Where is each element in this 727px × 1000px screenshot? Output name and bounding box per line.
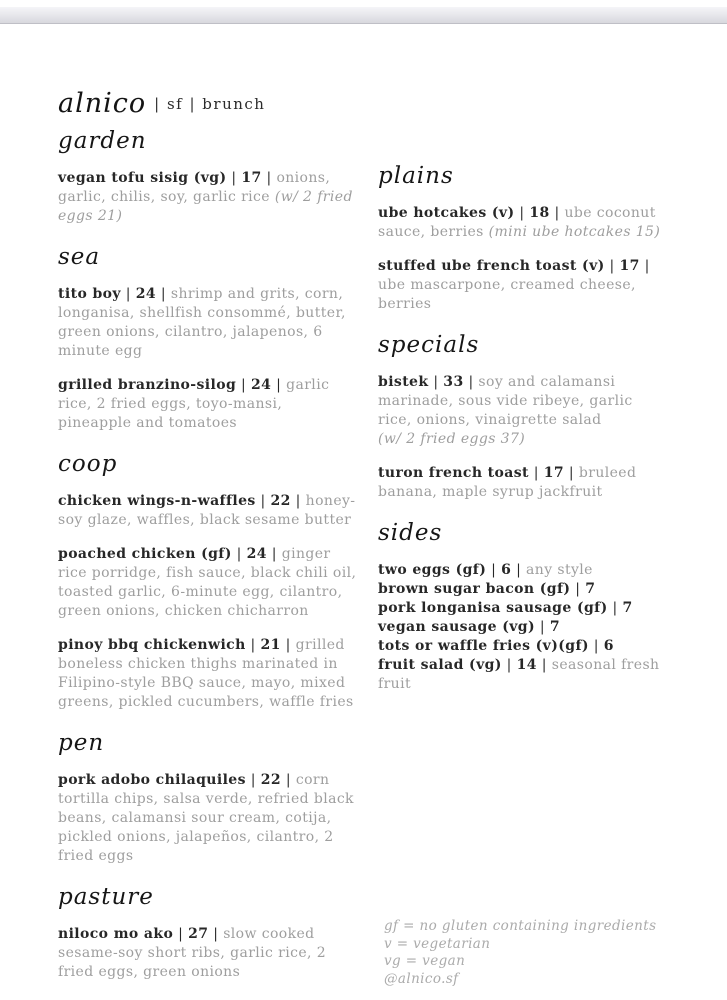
item-price: 7 xyxy=(549,619,560,635)
item-price: 21 xyxy=(260,637,281,653)
item-name: poached chicken (gf) xyxy=(58,546,232,562)
item-name: fruit salad (vg) xyxy=(378,657,502,673)
legend-line-v: v = vegetarian xyxy=(384,935,491,952)
menu-item xyxy=(378,204,670,242)
item-price: 17 xyxy=(543,465,565,481)
item-name: tito boy xyxy=(58,286,121,302)
item-price: 22 xyxy=(260,772,282,788)
menu-item xyxy=(378,637,670,656)
item-desc: grilled boneless chicken thighs marinated in Filipino-style BBQ sauce, mayo, mixed greens, pickled cucumbers, waffle fries xyxy=(58,637,354,710)
item-desc: shrimp and grits, corn, longanisa, shellfish consommé, butter, green onions, cilantro, jalapenos, 6 minute egg xyxy=(58,286,346,359)
pipe-separator: | xyxy=(266,546,282,562)
section-header-sea: sea xyxy=(58,244,101,270)
item-name: niloco mo ako xyxy=(58,926,174,942)
item-price: 6 xyxy=(603,638,614,654)
menu-item xyxy=(58,636,358,712)
item-desc: onions, garlic, chilis, soy, garlic rice xyxy=(58,170,331,205)
item-desc: soy and calamansi marinade, sous vide ribeye, garlic rice, onions, vinaigrette salad xyxy=(378,374,633,428)
item-desc: garlic rice, 2 fried eggs, toyo-mansi, pineapple and tomatoes xyxy=(58,377,330,431)
pipe-separator: | xyxy=(428,374,444,390)
pipe-separator: | xyxy=(511,562,527,578)
section-items-sides xyxy=(378,561,670,694)
menu-item xyxy=(58,771,358,866)
pipe-separator: | xyxy=(173,926,189,942)
pipe-separator: | xyxy=(236,377,251,393)
pipe-separator: | xyxy=(156,286,171,302)
menu-item xyxy=(378,599,670,618)
pipe-separator: | xyxy=(255,493,271,509)
pipe-separator: | xyxy=(528,465,544,481)
pipe-separator: | xyxy=(570,581,586,597)
menu-item xyxy=(378,618,670,637)
item-price: 27 xyxy=(188,926,209,942)
legend-line-handle: @alnico.sf xyxy=(384,970,459,987)
item-price: 24 xyxy=(246,546,267,562)
pipe-separator: | xyxy=(271,377,287,393)
menu-subtitle: | sf | brunch xyxy=(154,95,266,113)
item-name: two eggs (gf) xyxy=(378,562,487,578)
menu-item xyxy=(58,169,358,226)
legend xyxy=(384,918,656,988)
menu-item xyxy=(378,656,670,694)
section-items-pasture xyxy=(58,925,358,982)
menu-item xyxy=(378,580,670,599)
section-header-plains: plains xyxy=(378,163,454,189)
pipe-separator: | xyxy=(486,562,502,578)
pipe-separator: | xyxy=(607,600,623,616)
item-price: 17 xyxy=(241,170,262,186)
item-desc: any style xyxy=(526,562,593,578)
pipe-separator: | xyxy=(549,205,565,221)
item-name: chicken wings-n-waffles xyxy=(58,493,256,509)
item-price: 6 xyxy=(501,562,512,578)
pipe-separator: | xyxy=(639,258,650,274)
item-note: (mini ube hotcakes 15) xyxy=(483,224,661,240)
item-name: grilled branzino-silog xyxy=(58,377,237,393)
item-desc: seasonal fresh fruit xyxy=(378,657,660,692)
section-items-plains xyxy=(378,204,670,314)
item-name: pork longanisa sausage (gf) xyxy=(378,600,608,616)
section-header-sides: sides xyxy=(378,520,443,546)
pipe-separator: | xyxy=(261,170,277,186)
pipe-separator: | xyxy=(226,170,242,186)
menu-item xyxy=(58,376,358,433)
menu-item xyxy=(378,373,670,449)
item-price: 33 xyxy=(443,374,464,390)
section-header-specials: specials xyxy=(378,332,480,358)
item-name: vegan sausage (vg) xyxy=(378,619,535,635)
menu-item xyxy=(378,464,670,502)
item-name: vegan tofu sisig (vg) xyxy=(58,170,227,186)
menu-item xyxy=(378,257,670,314)
section-header-coop: coop xyxy=(58,451,118,477)
section-header-pasture: pasture xyxy=(58,884,154,910)
section-header-garden: garden xyxy=(58,128,147,154)
item-note: (w/ 2 fried eggs 21) xyxy=(58,189,353,224)
item-name: brown sugar bacon (gf) xyxy=(378,581,571,597)
item-name: bistek xyxy=(378,374,429,390)
menu-item xyxy=(58,492,358,530)
pipe-separator: | xyxy=(245,637,261,653)
item-name: turon french toast xyxy=(378,465,529,481)
pipe-separator: | xyxy=(536,657,552,673)
menu-item xyxy=(58,285,358,361)
legend-line-vg: vg = vegan xyxy=(384,953,466,969)
item-price: 18 xyxy=(529,205,550,221)
section-items-sea xyxy=(58,285,358,433)
item-name: pork adobo chilaquiles xyxy=(58,772,246,788)
item-price: 17 xyxy=(619,258,640,274)
pipe-separator: | xyxy=(604,258,620,274)
item-note: (w/ 2 fried eggs 37) xyxy=(378,431,526,447)
item-name: pinoy bbq chickenwich xyxy=(58,637,246,653)
item-desc: slow cooked sesame-soy short ribs, garlic rice, 2 fried eggs, green onions xyxy=(58,926,327,980)
item-price: 24 xyxy=(135,286,157,302)
pipe-separator: | xyxy=(281,772,296,788)
menu-item xyxy=(58,925,358,982)
item-desc: ube mascarpone, creamed cheese, berries xyxy=(378,277,636,312)
pipe-separator: | xyxy=(514,205,530,221)
item-desc: ginger rice porridge, fish sauce, black chili oil, toasted garlic, 6-minute egg, cilantro, green onions, chicken chicharron xyxy=(58,546,357,619)
item-desc: corn tortilla chips, salsa verde, refried black beans, calamansi sour cream, cotija, pickled onions, jalapeños, cilantro, 2 fried eggs xyxy=(58,772,354,864)
section-items-coop xyxy=(58,492,358,712)
section-items-specials xyxy=(378,373,670,502)
pipe-separator: | xyxy=(120,286,136,302)
item-desc: bruleed banana, maple syrup jackfruit xyxy=(378,465,637,500)
page-top-border xyxy=(0,7,727,24)
pipe-separator: | xyxy=(290,493,306,509)
menu-item xyxy=(378,561,670,580)
pipe-separator: | xyxy=(208,926,224,942)
pipe-separator: | xyxy=(463,374,479,390)
item-name: ube hotcakes (v) xyxy=(378,205,515,221)
section-header-pen: pen xyxy=(58,730,105,756)
pipe-separator: | xyxy=(564,465,579,481)
menu-header xyxy=(58,88,265,119)
item-desc: ube coconut sauce, berries xyxy=(378,205,656,240)
pipe-separator: | xyxy=(245,772,261,788)
section-items-garden xyxy=(58,169,358,226)
item-desc: honey-soy glaze, waffles, black sesame butter xyxy=(58,493,356,528)
item-price: 24 xyxy=(250,377,272,393)
menu-item xyxy=(58,545,358,621)
pipe-separator: | xyxy=(280,637,296,653)
pipe-separator: | xyxy=(501,657,517,673)
pipe-separator: | xyxy=(534,619,550,635)
item-price: 14 xyxy=(516,657,537,673)
item-price: 7 xyxy=(585,581,596,597)
legend-line-gf: gf = no gluten containing ingredients xyxy=(384,918,657,934)
item-price: 22 xyxy=(270,493,291,509)
item-name: tots or waffle fries (v)(gf) xyxy=(378,638,589,654)
pipe-separator: | xyxy=(588,638,604,654)
menu-column-left xyxy=(58,128,358,997)
section-items-pen xyxy=(58,771,358,866)
pipe-separator: | xyxy=(231,546,247,562)
menu-column-right xyxy=(378,128,670,709)
menu-columns xyxy=(58,128,670,997)
item-price: 7 xyxy=(622,600,633,616)
item-name: stuffed ube french toast (v) xyxy=(378,258,605,274)
restaurant-name: alnico xyxy=(58,88,147,119)
